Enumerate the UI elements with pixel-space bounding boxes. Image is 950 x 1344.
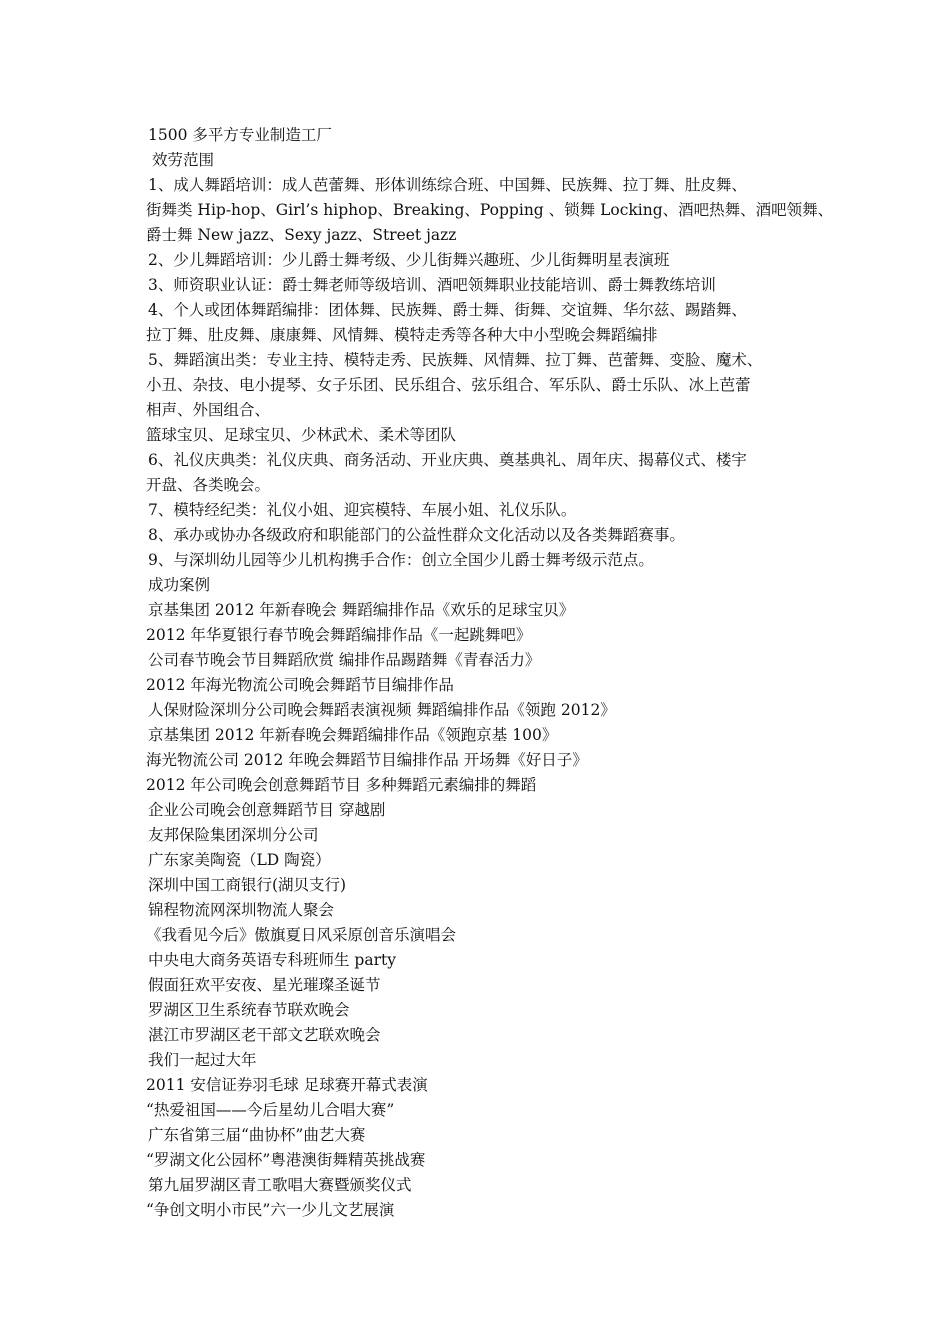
text-line: 街舞类 Hip-hop、Girl’s hiphop、Breaking、Popping 、锁舞 Locking、酒吧热舞、酒吧领舞、 [146,201,834,219]
text-line: 中央电大商务英语专科班师生 party [148,951,396,969]
text-line: 8、承办或协办各级政府和职能部门的公益性群众文化活动以及各类舞蹈赛事。 [148,526,685,544]
text-line: 海光物流公司 2012 年晚会舞蹈节目编排作品 开场舞《好日子》 [146,751,588,769]
text-line: “热爱祖国——今后星幼儿合唱大赛” [146,1101,395,1119]
text-line: 小丑、杂技、电小提琴、女子乐团、民乐组合、弦乐组合、军乐队、爵士乐队、冰上芭蕾 [146,376,751,394]
text-line: 京基集团 2012 年新春晚会 舞蹈编排作品《欢乐的足球宝贝》 [148,601,575,619]
text-line: 京基集团 2012 年新春晚会舞蹈编排作品《领跑京基 100》 [148,726,558,744]
text-line: 1、成人舞蹈培训：成人芭蕾舞、形体训练综合班、中国舞、民族舞、拉丁舞、肚皮舞、 [148,176,747,194]
text-line: 6、礼仪庆典类：礼仪庆典、商务活动、开业庆典、奠基典礼、周年庆、揭幕仪式、楼宇 [148,451,747,469]
text-line: 效劳范围 [152,151,215,169]
text-line: 《我看见今后》傲旗夏日风采原创音乐演唱会 [146,926,457,944]
text-line: 企业公司晚会创意舞蹈节目 穿越剧 [148,801,386,819]
text-line: 人保财险深圳分公司晚会舞蹈表演视频 舞蹈编排作品《领跑 2012》 [148,701,616,719]
text-line: 公司春节晚会节目舞蹈欣赏 编排作品踢踏舞《青春活力》 [148,651,541,669]
text-line: “争创文明小市民”六一少儿文艺展演 [146,1201,395,1219]
text-line: 1500 多平方专业制造工厂 [148,126,332,144]
text-line: 4、个人或团体舞蹈编排：团体舞、民族舞、爵士舞、街舞、交谊舞、华尔兹、踢踏舞、 [148,301,747,319]
text-line: 第九届罗湖区青工歌唱大赛暨颁奖仪式 [148,1176,412,1194]
text-line: 湛江市罗湖区老干部文艺联欢晚会 [148,1026,381,1044]
text-line: 爵士舞 New jazz、Sexy jazz、Street jazz [146,226,457,244]
text-line: 9、与深圳幼儿园等少儿机构携手合作：创立全国少儿爵士舞考级示范点。 [148,551,654,569]
text-line: 2011 安信证券羽毛球 足球赛开幕式表演 [146,1076,428,1094]
text-line: 2、少儿舞蹈培训：少儿爵士舞考级、少儿街舞兴趣班、少儿街舞明星表演班 [148,251,670,269]
text-line: 罗湖区卫生系统春节联欢晚会 [148,1001,350,1019]
text-line: 相声、外国组合、 [146,401,271,419]
text-line: 我们一起过大年 [148,1051,257,1069]
text-line: 成功案例 [148,576,211,594]
text-line: 假面狂欢平安夜、星光璀璨圣诞节 [148,976,381,994]
text-line: 7、模特经纪类：礼仪小姐、迎宾模特、车展小姐、礼仪乐队。 [148,501,577,519]
text-line: 友邦保险集团深圳分公司 [148,826,319,844]
text-line: 5、舞蹈演出类：专业主持、模特走秀、民族舞、风情舞、拉丁舞、芭蕾舞、变脸、魔术、 [148,351,763,369]
text-line: 锦程物流网深圳物流人聚会 [148,901,335,919]
text-line: 拉丁舞、肚皮舞、康康舞、风情舞、模特走秀等各种大中小型晚会舞蹈编排 [146,326,658,344]
text-line: 2012 年海光物流公司晚会舞蹈节目编排作品 [146,676,454,694]
text-line: 广东省第三届“曲协杯”曲艺大赛 [148,1126,366,1144]
text-line: 广东家美陶瓷（LD 陶瓷） [148,851,331,869]
text-line: 2012 年华夏银行春节晚会舞蹈编排作品《一起跳舞吧》 [146,626,532,644]
text-line: 3、师资职业认证：爵士舞老师等级培训、酒吧领舞职业技能培训、爵士舞教练培训 [148,276,716,294]
text-line: 深圳中国工商银行(湖贝支行) [148,876,347,894]
text-line: 篮球宝贝、足球宝贝、少林武术、柔术等团队 [146,426,457,444]
text-line: 2012 年公司晚会创意舞蹈节目 多种舞蹈元素编排的舞蹈 [146,776,537,794]
text-line: 开盘、各类晚会。 [146,476,271,494]
document-body [146,123,834,1223]
text-line: “罗湖文化公园杯”粤港澳街舞精英挑战赛 [146,1151,426,1169]
